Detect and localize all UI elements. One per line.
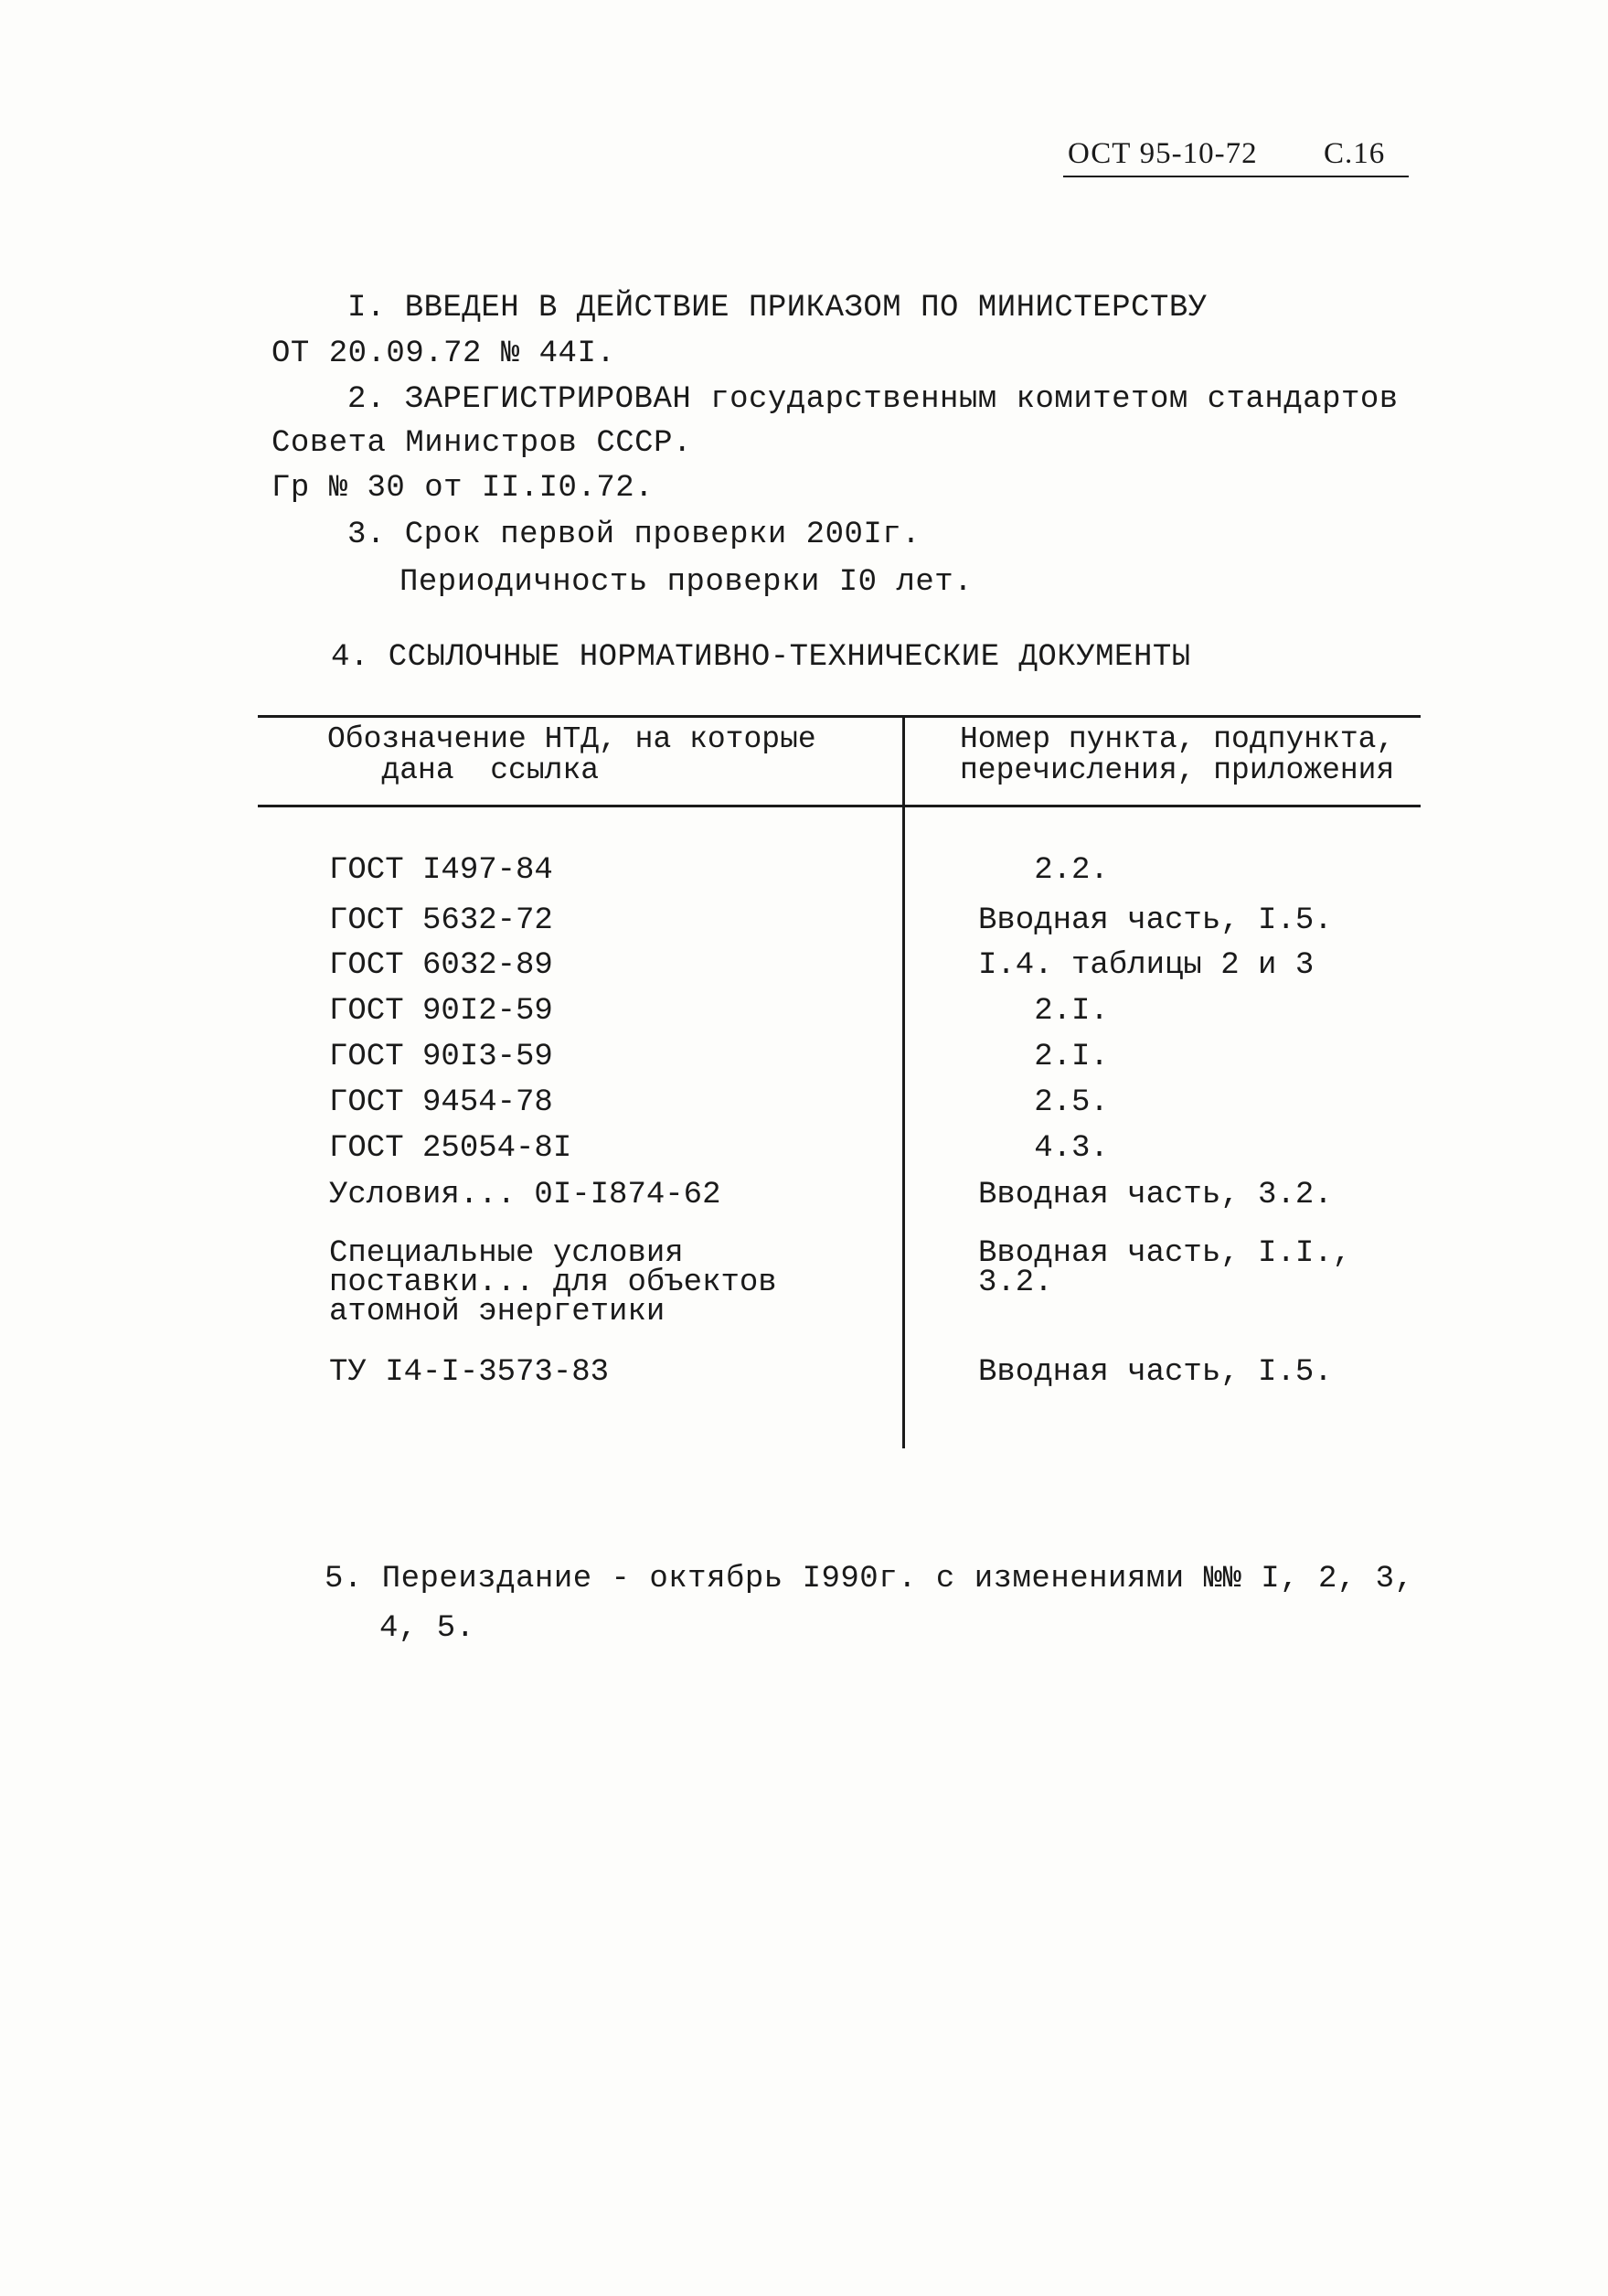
header-underline: [1063, 176, 1409, 177]
table-row-ref: 4.3.: [978, 1131, 1109, 1166]
table-row-doc: Специальные условия поставки... для объектов атомной энергетики: [329, 1236, 777, 1330]
table-row-ref: 2.2.: [978, 853, 1109, 888]
table-row-doc: ГОСТ 90I3-59: [329, 1040, 553, 1074]
table-row-ref: 2.I.: [978, 1040, 1109, 1074]
table-row-doc: ГОСТ I497-84: [329, 853, 553, 888]
item-5-line-1: 5. Переиздание - октябрь I990г. с изменениями №№ I, 2, 3,: [325, 1562, 1414, 1597]
table-row-doc: ГОСТ 5632-72: [329, 903, 553, 938]
table-row-doc: ГОСТ 25054-8I: [329, 1131, 572, 1166]
table-header-clause: Номер пункта, подпункта, перечисления, приложения: [960, 722, 1395, 787]
item-2-line-3: Гр № 30 от II.I0.72.: [272, 471, 655, 506]
table-row-doc: Условия... 0I-I874-62: [329, 1178, 721, 1212]
item-2-line-2: Совета Министров СССР.: [272, 426, 692, 461]
table-row-doc: ТУ I4-I-3573-83: [329, 1355, 610, 1390]
table-top-rule: [258, 715, 1421, 718]
table-row-ref: Вводная часть, I.5.: [978, 1355, 1333, 1390]
table-row-ref: Вводная часть, I.5.: [978, 903, 1333, 938]
table-row-ref: Вводная часть, 3.2.: [978, 1178, 1333, 1212]
item-3-line-1: 3. Срок первой проверки 200Iг.: [347, 518, 921, 552]
table-row-ref: 2.I.: [978, 994, 1109, 1029]
item-1-line-2: ОТ 20.09.72 № 44I.: [272, 336, 616, 371]
page-number: С.16: [1324, 137, 1386, 170]
table-row-doc: ГОСТ 6032-89: [329, 948, 553, 983]
item-1-line-1: I. ВВЕДЕН В ДЕЙСТВИЕ ПРИКАЗОМ ПО МИНИСТЕРСТВУ: [347, 291, 1208, 326]
table-row-ref: I.4. таблицы 2 и 3: [978, 948, 1315, 983]
table-column-divider: [902, 715, 905, 1448]
table-row-ref: 2.5.: [978, 1085, 1109, 1120]
document-code: ОСТ 95-10-72: [1068, 137, 1258, 170]
item-3-line-2: Периодичность проверки I0 лет.: [399, 565, 974, 600]
item-5-line-2: 4, 5.: [379, 1611, 475, 1646]
item-2-line-1: 2. ЗАРЕГИСТРИРОВАН государственным комитетом стандартов: [347, 382, 1399, 417]
table-header-ntd: Обозначение НТД, на которые дана ссылка: [327, 722, 816, 787]
table-header-rule: [258, 805, 1421, 807]
item-4-title: 4. ССЫЛОЧНЫЕ НОРМАТИВНО-ТЕХНИЧЕСКИЕ ДОКУМЕНТЫ: [331, 640, 1191, 675]
table-row-doc: ГОСТ 90I2-59: [329, 994, 553, 1029]
table-row-doc: ГОСТ 9454-78: [329, 1085, 553, 1120]
table-row-ref: Вводная часть, I.I., 3.2.: [978, 1236, 1352, 1300]
